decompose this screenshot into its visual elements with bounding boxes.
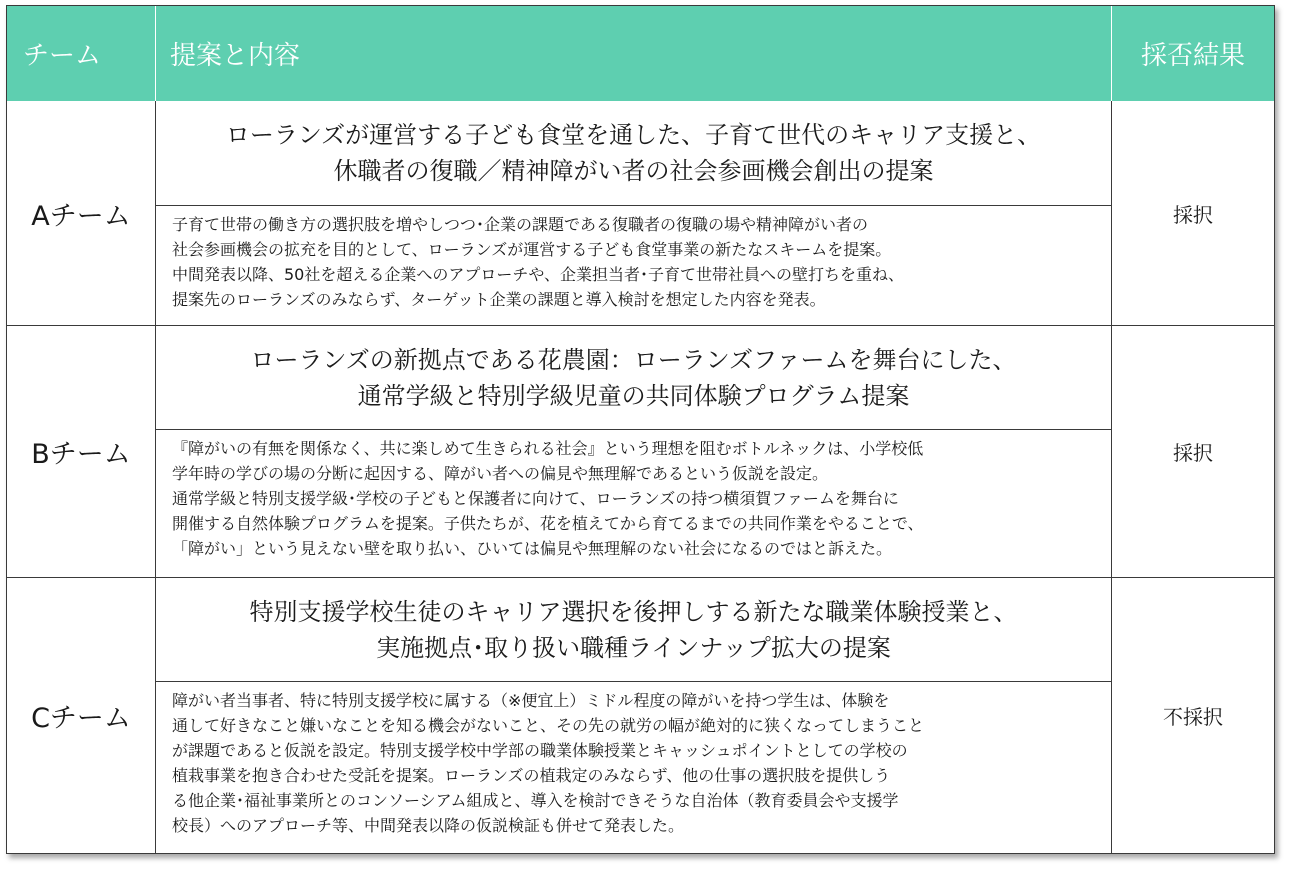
team-c-result: 不採択	[1163, 705, 1223, 729]
team-c-title	[156, 578, 1112, 682]
team-b-title-line: 通常学級と特別学級児童の共同体験プログラム提案	[357, 381, 910, 410]
team-a-result: 採択	[1112, 101, 1274, 326]
description-line: 校長）へのアプローチ等、中間発表以降の仮説検証も併せて発表した。	[172, 816, 685, 835]
description-line: 通常学級と特別支援学級･学校の子どもと保護者に向けて、ローランズの持つ横須賀ファームを舞台に	[172, 489, 899, 508]
description-line: 「障がい」という見えない壁を取り払い、ひいては偏見や無理解のない社会になるのではと訴えた。	[172, 539, 893, 558]
team-c-title-line: 実施拠点･取り扱い職種ラインナップ拡大の提案	[376, 633, 891, 662]
team-b-title	[156, 326, 1112, 430]
description-line: 学年時の学びの場の分断に起因する、障がい者への偏見や無理解であるという仮説を設定。	[172, 464, 829, 483]
description-line: る他企業･福祉事業所とのコンソーシアム組成と、導入を検討できそうな自治体（教育委員会や支援学	[172, 791, 899, 810]
team-a-title-line: 休職者の復職／精神障がい者の社会参画機会創出の提案	[333, 157, 934, 185]
team-a-description	[156, 206, 1112, 326]
team-a-label: Aチーム	[7, 101, 156, 326]
description-line: 社会参画機会の拡充を目的として、ローランズが運営する子ども食堂事業の新たなスキームを提案。	[172, 240, 892, 259]
description-line: 開催する自然体験プログラムを提案。子供たちが、花を植えてから育てるまでの共同作業をやることで、	[172, 514, 924, 533]
team-b-title-line: ローランズの新拠点である花農園：ローランズファームを舞台にした、	[250, 345, 1017, 374]
team-b-result: 採択	[1112, 326, 1274, 578]
proposal-table	[6, 5, 1275, 854]
description-line: 通して好きなこと嫌いなことを知る機会がないこと、その先の就労の幅が絶対的に狭くなってしまうこと	[172, 716, 925, 735]
team-b-label: Bチーム	[7, 326, 156, 578]
team-c-label: Cチーム	[7, 578, 156, 853]
header-proposal: 提案と内容	[156, 6, 1112, 101]
description-line: 植栽事業を抱き合わせた受託を提案。ローランズの植栽定のみならず、他の仕事の選択肢を提供しう	[172, 766, 891, 785]
description-line: 提案先のローランズのみならず、ターゲット企業の課題と導入検討を想定した内容を発表。	[172, 290, 826, 309]
team-a-title	[156, 101, 1112, 206]
team-a-title-line: ローランズが運営する子ども食堂を通した、子育て世代のキャリア支援と、	[225, 121, 1042, 149]
header-result: 採否結果	[1112, 6, 1274, 101]
team-c-description	[156, 682, 1112, 853]
team-b-description	[156, 430, 1112, 578]
description-line: が課題であると仮説を設定。特別支援学校中学部の職業体験授業とキャッシュポイントとしての学校の	[172, 741, 908, 760]
header-team: チーム	[7, 6, 156, 101]
description-line: 『障がいの有無を関係なく、共に楽しめて生きられる社会』という理想を阻むボトルネックは、小学校低	[172, 439, 924, 458]
description-line: 障がい者当事者、特に特別支援学校に属する（※便宜上）ミドル程度の障がいを持つ学生は、体験を	[172, 691, 890, 710]
description-line: 子育て世帯の働き方の選択肢を増やしつつ･企業の課題である復職者の復職の場や精神障がい者の	[172, 215, 869, 234]
description-line: 中間発表以降、50社を超える企業へのアプローチや、企業担当者･子育て世帯社員への壁打ちを重ね、	[172, 265, 905, 284]
team-c-title-line: 特別支援学校生徒のキャリア選択を後押しする新たな職業体験授業と、	[249, 597, 1018, 626]
